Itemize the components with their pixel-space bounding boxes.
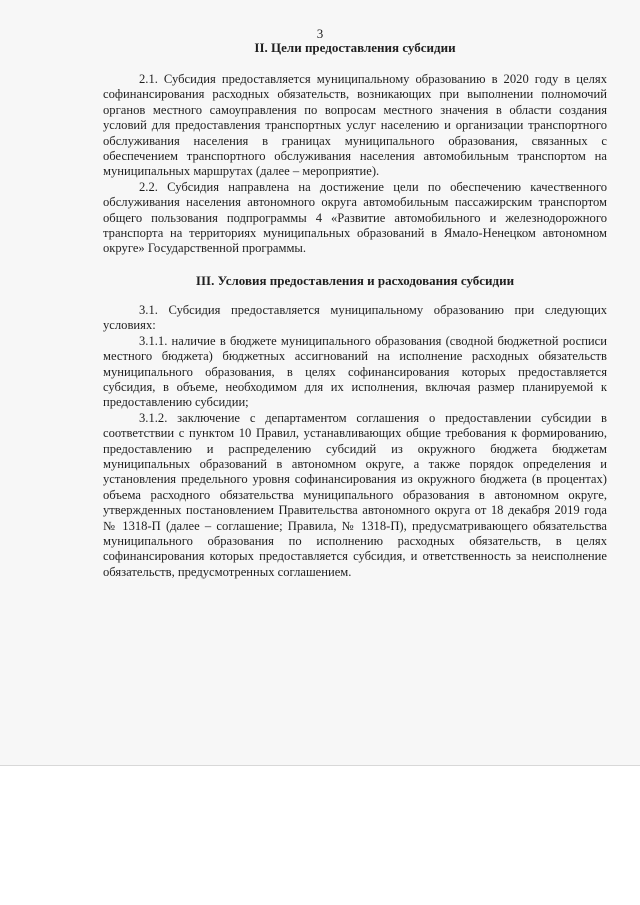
paragraph-2-1: 2.1. Субсидия предоставляется муниципальному образованию в 2020 году в целях софинансирования расходных обязательств, возникающих при выполнении полномочий органов местного самоуправления по вопросам местного значения в области создания условий для предоставления транспортных услуг населению и организации транспортного обслуживания населения в границах муниципального образования, связанных с обеспечением транспортного обслуживания населения автомобильным транспортом на муниципальных маршрутах (далее – мероприятие). bbox=[103, 72, 607, 179]
section-2-heading: II. Цели предоставления субсидии bbox=[254, 40, 456, 55]
section-3-heading: III. Условия предоставления и расходования субсидии bbox=[195, 272, 515, 288]
page-number: 3 bbox=[316, 26, 324, 41]
document-body bbox=[103, 40, 607, 580]
paragraph-3-1-1: 3.1.1. наличие в бюджете муниципального образования (сводной бюджетной росписи местного бюджета) бюджетных ассигнований на исполнение расходных обязательств муниципального образования, в целях софинансирования которых предоставляется субсидия, в объеме, необходимом для их исполнения, включая размер планируемой к предоставлению субсидии; bbox=[103, 333, 607, 410]
paragraph-3-1: 3.1. Субсидия предоставляется муниципальному образованию при следующих условиях: bbox=[103, 302, 607, 333]
paragraph-3-1-2: 3.1.2. заключение с департаментом соглашения о предоставлении субсидии в соответствии с пунктом 10 Правил, устанавливающих общие требования к формированию, предоставлению и распределению субсидий из окружного бюджета бюджетам муниципальных образований в автономном округе, а также порядок определения и установления предельного уровня софинансирования из окружного бюджета (в процентах) объема расходного обязательства муниципального образования в автономном округе, утвержденных постановлением Правительства автономного округа от 18 декабря 2019 года № 1318-П (далее – соглашение; Правила, № 1318-П), предусматривающего обязательства муниципального образования по исполнению расходных обязательств, в целях софинансирования которых предоставляется субсидия, и ответственность за неисполнение обязательств, предусмотренных соглашением. bbox=[103, 410, 607, 579]
paragraph-2-2: 2.2. Субсидия направлена на достижение цели по обеспечению качественного обслуживания населения автономного округа автомобильным пассажирским транспортом общего пользования подпрограммы 4 «Развитие автомобильного и железнодорожного транспорта на территориях муниципальных образований в Ямало-Ненецком автономном округе» Государственной программы. bbox=[103, 179, 607, 256]
